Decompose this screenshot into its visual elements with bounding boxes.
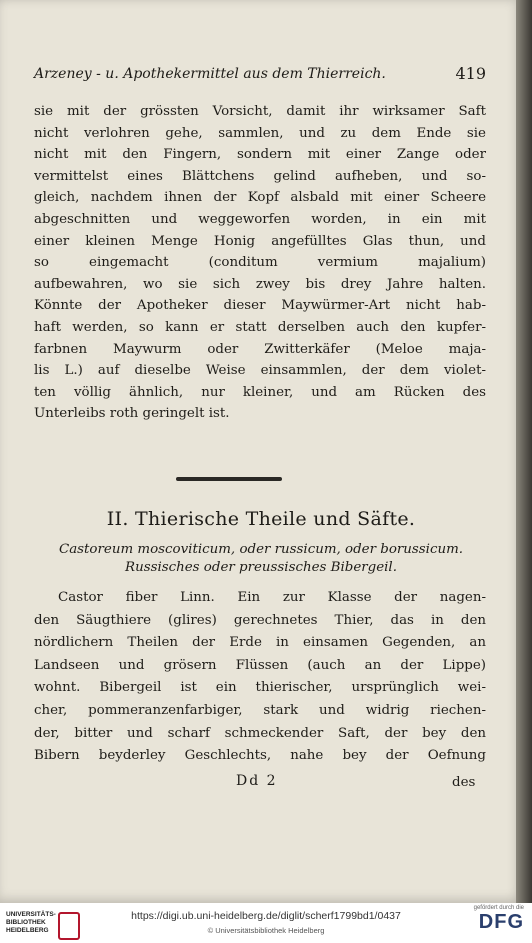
text-line: der, bitter und scharf schmeckender Saft, der bey den	[34, 725, 486, 741]
section-subtitle-latin: Castoreum moscoviticum, oder russicum, oder borussicum.	[58, 542, 464, 557]
text-line: cher, pommeranzenfarbiger, stark und widrig riechen-	[34, 703, 486, 718]
text-line: Bibern beyderley Geschlechts, nahe bey der Oefnung	[34, 748, 486, 764]
text-line: einer kleinen Menge Honig angefülltes Glas thun, und	[34, 233, 486, 249]
text-line: gleich, nachdem ihnen der Kopf alsbald mit einer Scheere	[34, 190, 486, 206]
signature-mark: Dd 2	[236, 773, 278, 789]
text-line: Castor fiber Linn. Ein zur Klasse der nagen-	[58, 590, 486, 605]
text-line: vermittelst eines Blättchens gelind aufheben, und so-	[34, 168, 486, 184]
library-logo-text: UNIVERSITÄTS- BIBLIOTHEK HEIDELBERG	[6, 911, 56, 934]
text-line: nördlichern Theilen der Erde in einsamen Gegenden, an	[34, 635, 486, 651]
section-subtitle-german: Russisches oder preussisches Bibergeil.	[125, 560, 397, 575]
running-head-title: Arzeney - u. Apothekermittel aus dem Thierreich.	[34, 66, 386, 82]
text-line: ten völlig ähnlich, nur kleiner, und am Rücken des	[34, 384, 486, 400]
book-spine	[516, 0, 532, 903]
text-line: aufbewahren, wo sie sich zwey bis drey Jahre halten.	[34, 276, 486, 292]
dfg-caption: gefördert durch die	[473, 905, 524, 911]
text-line: wohnt. Bibergeil ist ein thierischer, ursprünglich wei-	[34, 680, 486, 696]
catchword: des	[452, 775, 476, 790]
dfg-logo[interactable]	[464, 905, 524, 933]
text-line: nicht mit den Fingern, sondern mit einer Zange oder	[34, 147, 486, 163]
section-heading: II. Thierische Theile und Säfte.	[106, 508, 416, 530]
text-line: haft werden, so kann er statt derselben auch den kupfer-	[34, 320, 486, 335]
text-line: nicht verlohren gehe, sammlen, und zu dem Ende sie	[34, 125, 486, 141]
section-divider	[176, 477, 282, 481]
text-line: Unterleibs roth geringelt ist.	[34, 406, 230, 422]
text-line: farbnen Maywurm oder Zwitterkäfer (Meloe maja-	[34, 341, 486, 357]
text-line: den Säugthiere (glires) gerechnetes Thier, das in den	[34, 612, 486, 628]
page-url-link[interactable]: https://digi.ub.uni-heidelberg.de/diglit/scherf1799bd1/0437	[131, 910, 401, 922]
text-line: abgeschnitten und weggeworfen worden, in ein mit	[34, 212, 486, 227]
text-line: Könnte der Apotheker dieser Maywürmer-Art nicht hab-	[34, 298, 486, 314]
text-line: Landseen und grösern Flüssen (auch an der Lippe)	[34, 657, 486, 673]
page-number: 419	[455, 64, 486, 83]
copyright-notice: © Universitätsbibliothek Heidelberg	[207, 926, 325, 935]
text-line: lis L.) auf dieselbe Weise einsammlen, der dem violet-	[34, 363, 486, 379]
running-head	[34, 66, 486, 82]
viewer-footer	[0, 903, 532, 943]
dfg-wordmark: DFG	[478, 911, 524, 933]
text-line: so eingemacht (conditum vermium majalium)	[34, 255, 486, 271]
text-line: sie mit der grössten Vorsicht, damit ihr wirksamer Saft	[34, 104, 486, 119]
